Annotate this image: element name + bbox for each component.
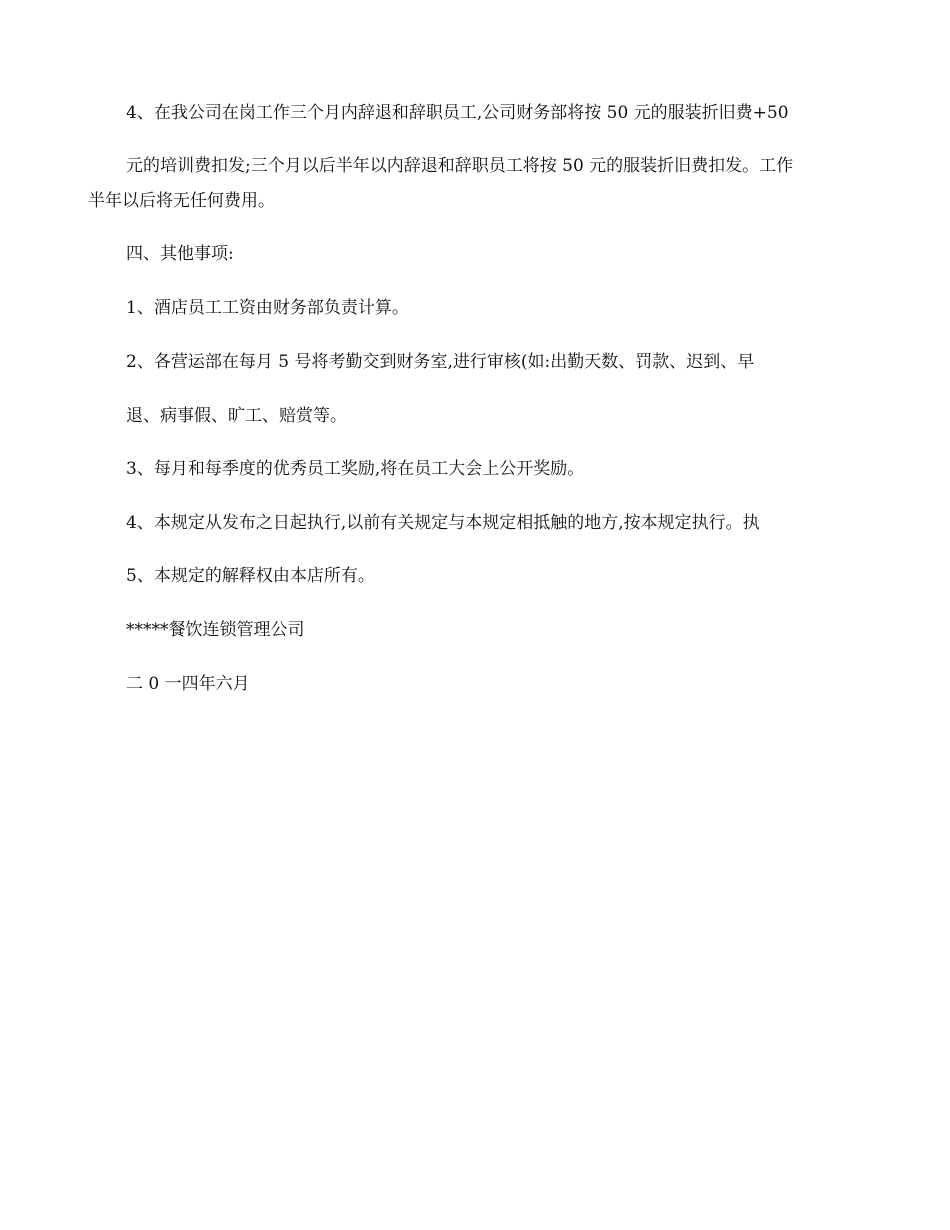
section-heading: 四、其他事项: (126, 244, 234, 264)
list-item: 3、每月和每季度的优秀员工奖励,将在员工大会上公开奖励。 (126, 459, 585, 479)
list-item: 4、本规定从发布之日起执行,以前有关规定与本规定相抵触的地方,按本规定执行。执 (126, 513, 760, 533)
list-item: 5、本规定的解释权由本店所有。 (126, 566, 375, 586)
list-item-continuation: 退、病事假、旷工、赔赏等。 (126, 406, 347, 426)
signature-date: 二 0 一四年六月 (126, 674, 250, 694)
paragraph-line: 4、在我公司在岗工作三个月内辞退和辞职员工,公司财务部将按 50 元的服装折旧费+50 (126, 103, 789, 123)
list-item: 2、各营运部在每月 5 号将考勤交到财务室,进行审核(如:出勤天数、罚款、迟到、早 (126, 352, 755, 372)
paragraph-line: 半年以后将无任何费用。 (88, 191, 275, 211)
list-item: 1、酒店员工工资由财务部负责计算。 (126, 298, 409, 318)
signature-company: *****餐饮连锁管理公司 (126, 620, 305, 640)
paragraph-line: 元的培训费扣发;三个月以后半年以内辞退和辞职员工将按 50 元的服装折旧费扣发。工作 (126, 156, 794, 176)
